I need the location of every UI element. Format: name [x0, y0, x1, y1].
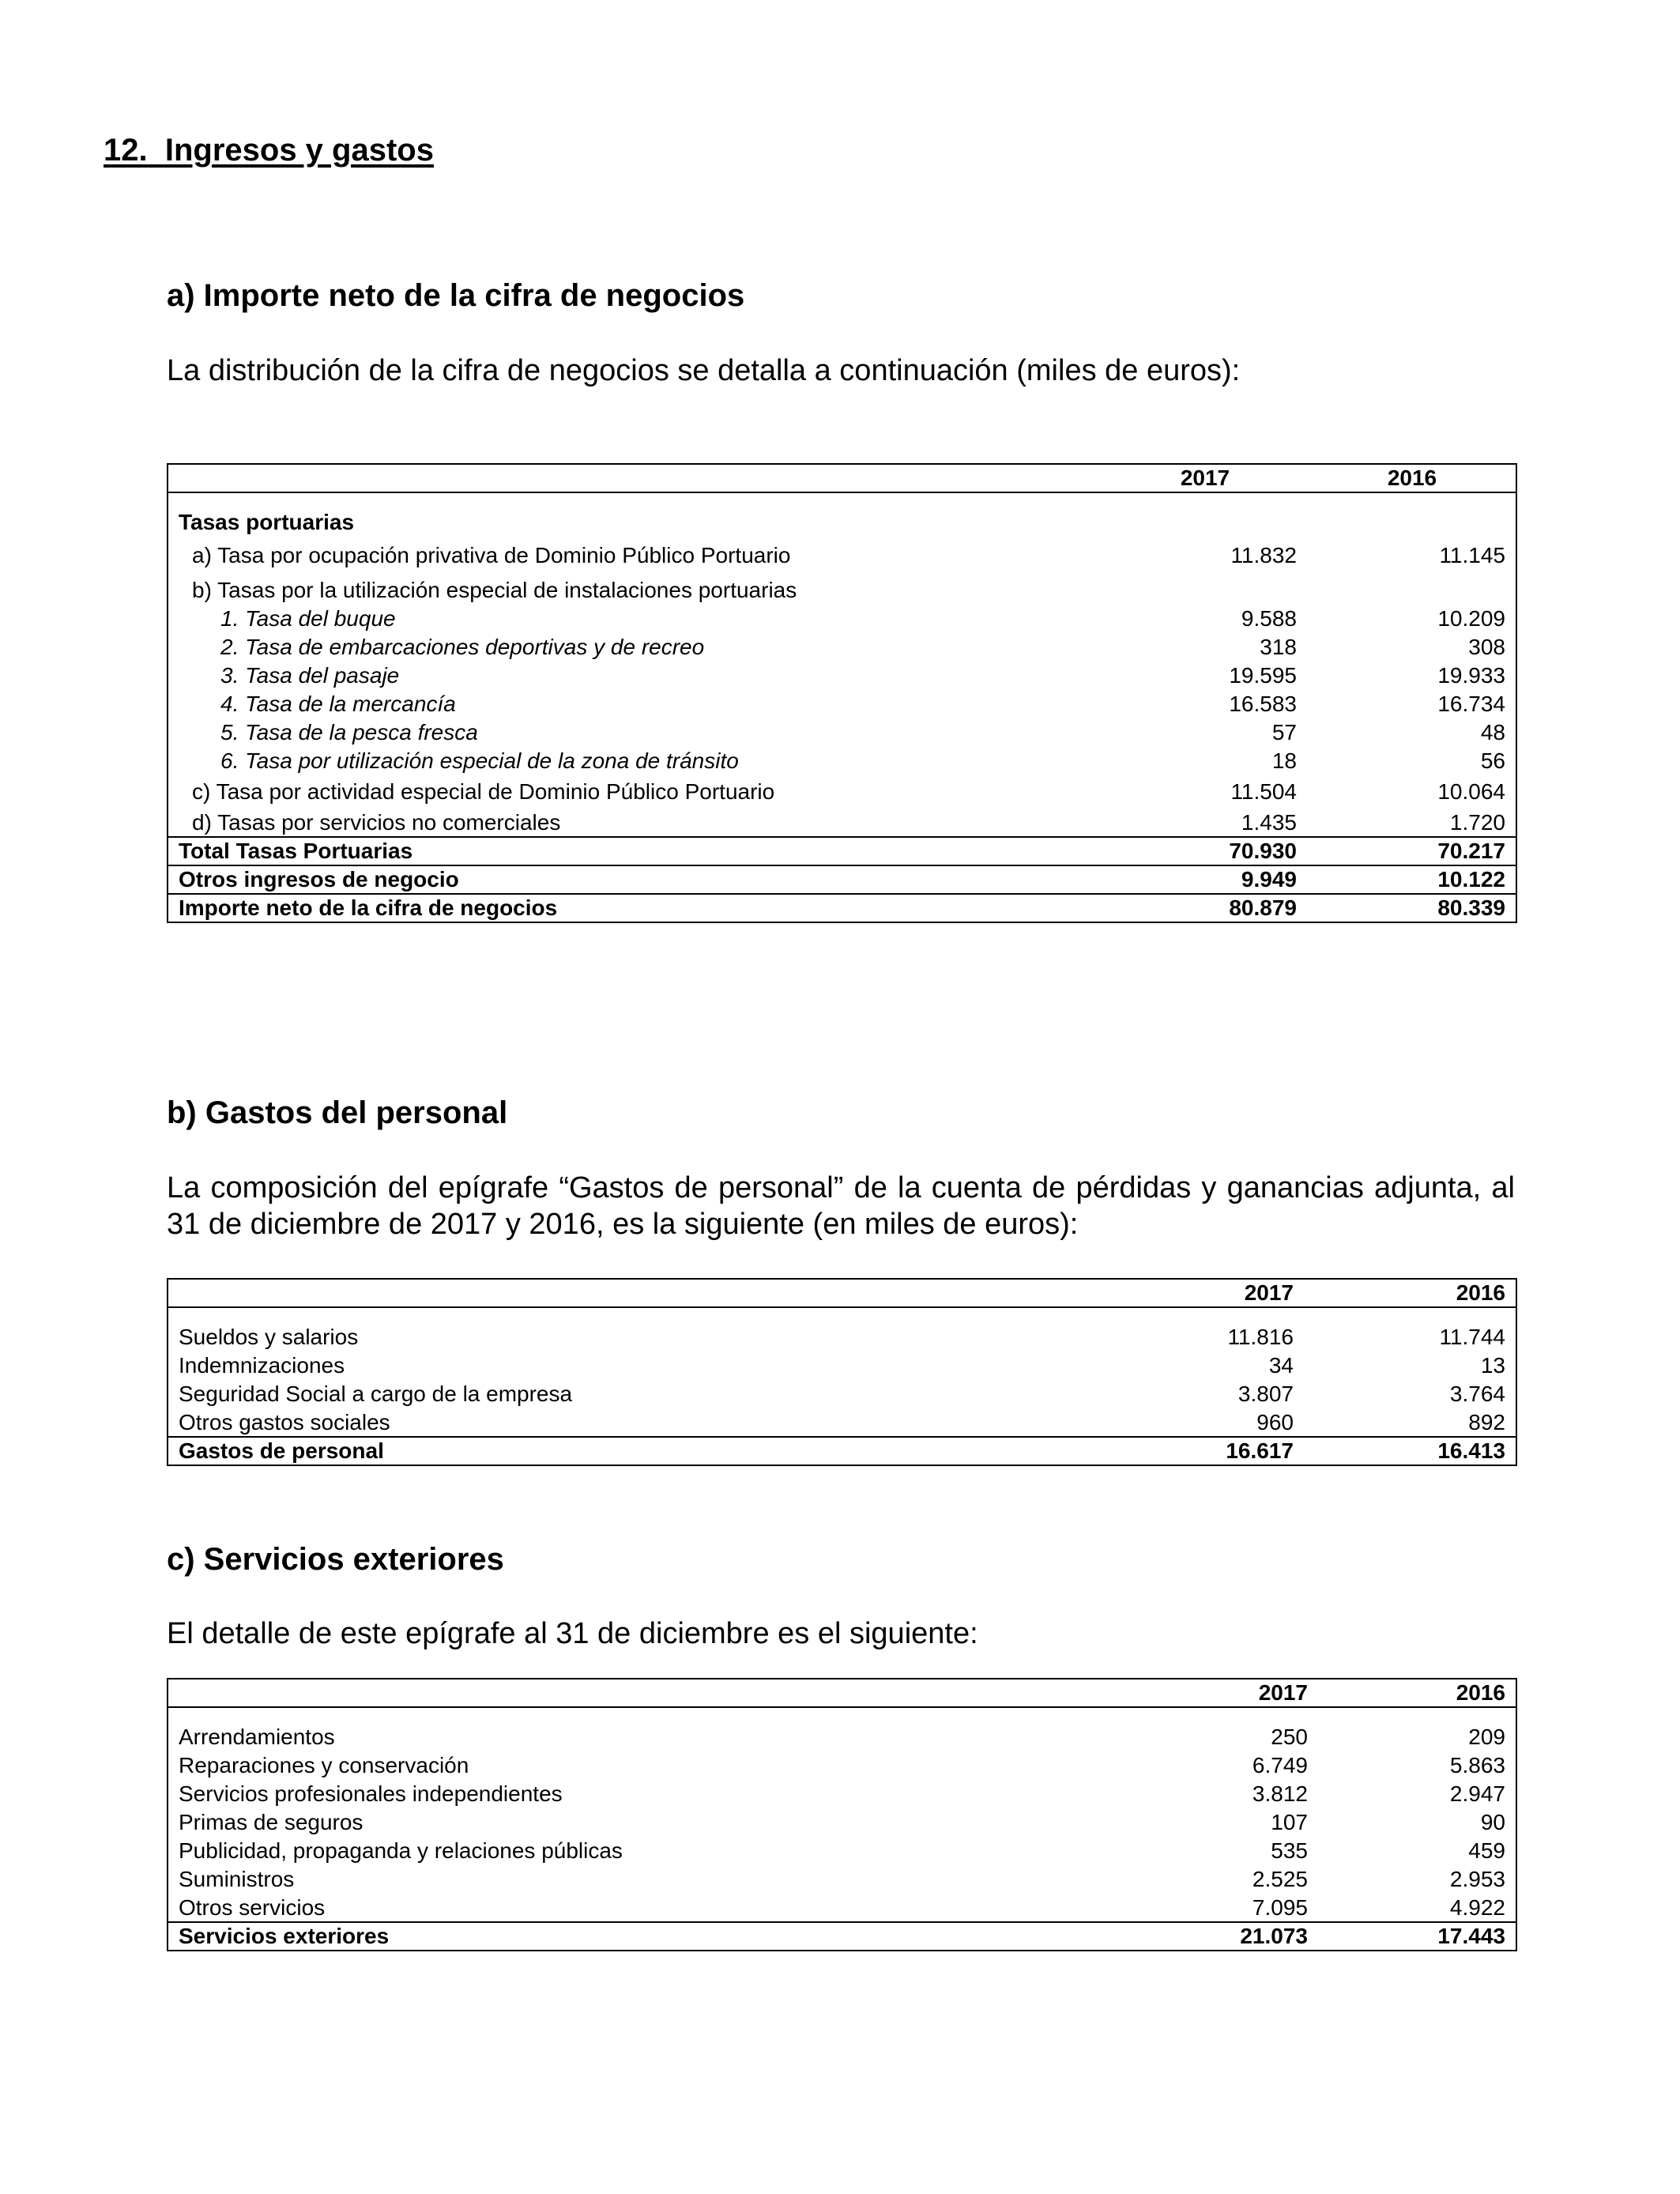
table-row-spacer	[168, 492, 1516, 507]
table-row	[168, 809, 1516, 837]
section-title: Ingresos y gastos	[164, 133, 434, 168]
row-value-2016: 459	[1319, 1837, 1516, 1865]
table-row	[168, 538, 1516, 573]
table-header-row	[168, 1279, 1516, 1307]
table-total-row	[168, 1437, 1516, 1465]
row-label: Arrendamientos	[168, 1723, 1126, 1751]
header-year-2017: 2017	[1105, 1279, 1305, 1307]
table-row-spacer	[168, 1707, 1516, 1723]
row-value-2017: 16.583	[1102, 690, 1308, 718]
row-label: Sueldos y salarios	[168, 1323, 1105, 1351]
row-value-2017: 57	[1102, 718, 1308, 747]
subsection-a-title: a) Importe neto de la cifra de negocios	[167, 278, 745, 313]
row-value-2016: 11.744	[1305, 1323, 1516, 1351]
row-value-2016: 2.953	[1319, 1865, 1516, 1894]
table-row	[168, 747, 1516, 775]
row-value-2016: 48	[1308, 718, 1516, 747]
row-label: d) Tasas por servicios no comerciales	[168, 809, 1102, 837]
row-value-2017: 2.525	[1126, 1865, 1319, 1894]
total-label: Importe neto de la cifra de negocios	[168, 894, 1102, 922]
row-value-2016: 308	[1308, 633, 1516, 662]
row-label: 4. Tasa de la mercancía	[168, 690, 1102, 718]
row-value-2016: 5.863	[1319, 1751, 1516, 1780]
total-value-2017: 9.949	[1102, 865, 1308, 894]
row-value-2016: 892	[1305, 1408, 1516, 1437]
row-label: 1. Tasa del buque	[168, 605, 1102, 633]
row-value-2016: 10.064	[1308, 775, 1516, 809]
table-gastos-personal	[167, 1278, 1517, 1466]
row-value-2016: 16.734	[1308, 690, 1516, 718]
table-row	[168, 1380, 1516, 1408]
row-label: Otros servicios	[168, 1894, 1126, 1922]
row-value-2017: 107	[1126, 1808, 1319, 1837]
total-label: Gastos de personal	[168, 1437, 1105, 1465]
group-label-tasas: Tasas portuarias	[168, 507, 1102, 538]
total-value-2017: 80.879	[1102, 894, 1308, 922]
row-value-2017	[1102, 573, 1308, 605]
total-value-2016: 17.443	[1319, 1922, 1516, 1951]
table-total-row	[168, 865, 1516, 894]
total-value-2016: 16.413	[1305, 1437, 1516, 1465]
row-value-2016: 19.933	[1308, 662, 1516, 690]
row-value-2017: 7.095	[1126, 1894, 1319, 1922]
table-header-row	[168, 464, 1516, 492]
row-label: Primas de seguros	[168, 1808, 1126, 1837]
header-year-2017: 2017	[1126, 1679, 1319, 1707]
header-year-2017: 2017	[1102, 464, 1308, 492]
table-row	[168, 775, 1516, 809]
table-total-row	[168, 1922, 1516, 1951]
row-label: Reparaciones y conservación	[168, 1751, 1126, 1780]
row-value-2017: 19.595	[1102, 662, 1308, 690]
row-value-2016: 13	[1305, 1351, 1516, 1380]
table-row	[168, 1323, 1516, 1351]
row-value-2017: 6.749	[1126, 1751, 1319, 1780]
total-label: Servicios exteriores	[168, 1922, 1126, 1951]
subsection-c-title: c) Servicios exteriores	[167, 1542, 504, 1577]
row-label: Servicios profesionales independientes	[168, 1780, 1126, 1808]
row-value-2016: 90	[1319, 1808, 1516, 1837]
total-value-2017: 21.073	[1126, 1922, 1319, 1951]
row-value-2017: 3.812	[1126, 1780, 1319, 1808]
table-row	[168, 633, 1516, 662]
row-value-2016: 1.720	[1308, 809, 1516, 837]
table-cifra-negocios	[167, 463, 1517, 923]
total-label: Total Tasas Portuarias	[168, 837, 1102, 865]
table-row	[168, 1865, 1516, 1894]
subsection-b-intro: La composición del epígrafe “Gastos de personal” de la cuenta de pérdidas y ganancias adjunta, al 31 de diciembre de 2017 y 2016, es la siguiente (en miles de euros):	[167, 1171, 1515, 1241]
row-label: 6. Tasa por utilización especial de la zona de tránsito	[168, 747, 1102, 775]
row-value-2016: 10.209	[1308, 605, 1516, 633]
row-value-2017: 250	[1126, 1723, 1319, 1751]
table-row-group-label	[168, 507, 1516, 538]
row-value-2016	[1308, 573, 1516, 605]
row-value-2017: 1.435	[1102, 809, 1308, 837]
section-heading	[104, 133, 434, 168]
total-value-2016: 10.122	[1308, 865, 1516, 894]
row-value-2017: 3.807	[1105, 1380, 1305, 1408]
row-value-2016: 2.947	[1319, 1780, 1516, 1808]
total-value-2017: 70.930	[1102, 837, 1308, 865]
row-label: Otros gastos sociales	[168, 1408, 1105, 1437]
table-row	[168, 573, 1516, 605]
row-label: 2. Tasa de embarcaciones deportivas y de recreo	[168, 633, 1102, 662]
row-value-2016: 3.764	[1305, 1380, 1516, 1408]
table-total-row	[168, 894, 1516, 922]
table-row-spacer	[168, 1307, 1516, 1323]
row-value-2017: 9.588	[1102, 605, 1308, 633]
row-label: a) Tasa por ocupación privativa de Dominio Público Portuario	[168, 538, 1102, 573]
total-value-2016: 80.339	[1308, 894, 1516, 922]
total-value-2017: 16.617	[1105, 1437, 1305, 1465]
row-value-2017: 18	[1102, 747, 1308, 775]
table-row	[168, 1408, 1516, 1437]
table-row	[168, 1894, 1516, 1922]
row-value-2017: 318	[1102, 633, 1308, 662]
row-label: 5. Tasa de la pesca fresca	[168, 718, 1102, 747]
table-servicios-exteriores	[167, 1678, 1517, 1951]
header-year-2016: 2016	[1319, 1679, 1516, 1707]
table-row	[168, 1780, 1516, 1808]
header-label-cell	[168, 1279, 1105, 1307]
header-label-cell	[168, 464, 1102, 492]
row-value-2017: 34	[1105, 1351, 1305, 1380]
row-label: Indemnizaciones	[168, 1351, 1105, 1380]
subsection-b-title: b) Gastos del personal	[167, 1095, 508, 1130]
table-row	[168, 718, 1516, 747]
row-label: Suministros	[168, 1865, 1126, 1894]
table-row	[168, 662, 1516, 690]
row-label: 3. Tasa del pasaje	[168, 662, 1102, 690]
subsection-c-intro: El detalle de este epígrafe al 31 de diciembre es el siguiente:	[167, 1617, 978, 1650]
row-label: c) Tasa por actividad especial de Dominio Público Portuario	[168, 775, 1102, 809]
table-row	[168, 605, 1516, 633]
row-value-2016: 4.922	[1319, 1894, 1516, 1922]
row-value-2017: 535	[1126, 1837, 1319, 1865]
row-label: Publicidad, propaganda y relaciones públicas	[168, 1837, 1126, 1865]
table-row	[168, 1723, 1516, 1751]
row-label: b) Tasas por la utilización especial de instalaciones portuarias	[168, 573, 1102, 605]
table-row	[168, 690, 1516, 718]
row-value-2016: 56	[1308, 747, 1516, 775]
subsection-a-intro: La distribución de la cifra de negocios se detalla a continuación (miles de euros):	[167, 354, 1241, 387]
table-header-row	[168, 1679, 1516, 1707]
table-total-row	[168, 837, 1516, 865]
row-value-2016: 11.145	[1308, 538, 1516, 573]
table-row	[168, 1751, 1516, 1780]
row-value-2016: 209	[1319, 1723, 1516, 1751]
row-value-2017: 11.832	[1102, 538, 1308, 573]
total-value-2016: 70.217	[1308, 837, 1516, 865]
row-value-2017: 960	[1105, 1408, 1305, 1437]
row-value-2017: 11.504	[1102, 775, 1308, 809]
header-year-2016: 2016	[1305, 1279, 1516, 1307]
row-label: Seguridad Social a cargo de la empresa	[168, 1380, 1105, 1408]
row-value-2017: 11.816	[1105, 1323, 1305, 1351]
total-label: Otros ingresos de negocio	[168, 865, 1102, 894]
table-row	[168, 1351, 1516, 1380]
table-row	[168, 1808, 1516, 1837]
header-label-cell	[168, 1679, 1126, 1707]
header-year-2016: 2016	[1308, 464, 1516, 492]
section-number: 12.	[104, 133, 148, 168]
table-row	[168, 1837, 1516, 1865]
